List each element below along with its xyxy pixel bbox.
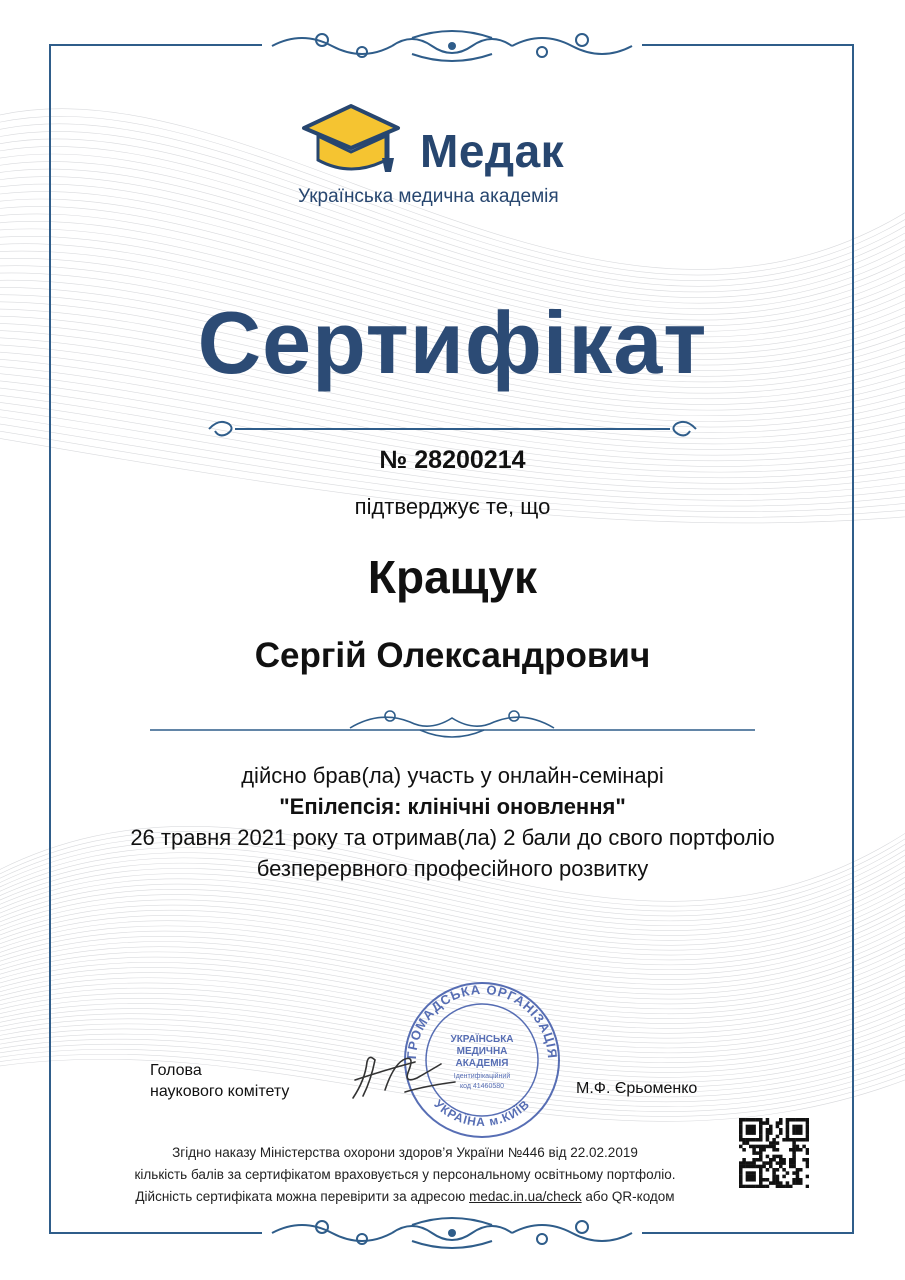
qr-code[interactable]: [739, 1118, 809, 1188]
stamp-line-2: МЕДИЧНА: [456, 1046, 508, 1057]
stamp-line-4: Ідентифікаційний: [453, 1073, 511, 1080]
stamp-line-1: УКРАЇНСЬКА: [450, 1034, 514, 1045]
certificate-title: Сертифікат: [197, 293, 708, 392]
signatory-role-line-2: наукового комітету: [150, 1083, 290, 1100]
stamp-line-3: АКАДЕМІЯ: [455, 1058, 509, 1069]
body-line-1: дійсно брав(ла) участь у онлайн-семінарі: [241, 763, 664, 788]
signatory-role-line-1: Голова: [150, 1062, 202, 1079]
footer-line-3-prefix: Дійсність сертифіката можна перевірити за адресою: [135, 1189, 470, 1204]
logo-name: Медак: [420, 125, 565, 177]
body-line-4: безперервного професійного розвитку: [256, 856, 649, 881]
footer-notice: [95, 1142, 715, 1208]
stamp-bottom-text: УКРАЇНА м.КИЇВ: [431, 1096, 533, 1130]
handwritten-signature: [345, 1040, 465, 1110]
recipient-surname: Кращук: [367, 551, 538, 603]
certificate-body: [0, 760, 905, 884]
seminar-title: "Епілепсія: клінічні оновлення": [279, 794, 626, 819]
verify-link[interactable]: medac.in.ua/check: [469, 1189, 582, 1204]
confirm-text: підтверджує те, що: [354, 494, 551, 519]
logo-subtitle: Українська медична академія: [298, 186, 559, 207]
graduation-cap-icon: [296, 100, 406, 180]
name-divider: [150, 704, 755, 744]
footer-line-1: Згідно наказу Міністерства охорони здоров’я України №446 від 22.02.2019: [172, 1145, 638, 1160]
signatory-role: [150, 1060, 289, 1102]
bottom-ornament: [262, 1213, 642, 1253]
footer-line-3: [95, 1186, 715, 1208]
certificate-number: № 28200214: [379, 446, 526, 474]
body-line-3: 26 травня 2021 року та отримав(ла) 2 бали до свого портфоліо: [130, 825, 775, 850]
footer-line-2: кількість балів за сертифікатом враховується у персональному освітньому портфоліо.: [134, 1167, 676, 1182]
signatory-name: М.Ф. Єрьоменко: [576, 1080, 698, 1097]
footer-line-3-suffix: або QR-кодом: [581, 1189, 675, 1204]
stamp-outer-text: ГРОМАДСЬКА ОРГАНІЗАЦІЯ: [403, 981, 561, 1060]
title-divider: [205, 414, 700, 444]
medak-logo: [296, 100, 616, 215]
top-ornament: [262, 26, 642, 66]
stamp-line-5: код 41460580: [459, 1083, 505, 1090]
recipient-given-names: Сергій Олександрович: [254, 636, 651, 675]
